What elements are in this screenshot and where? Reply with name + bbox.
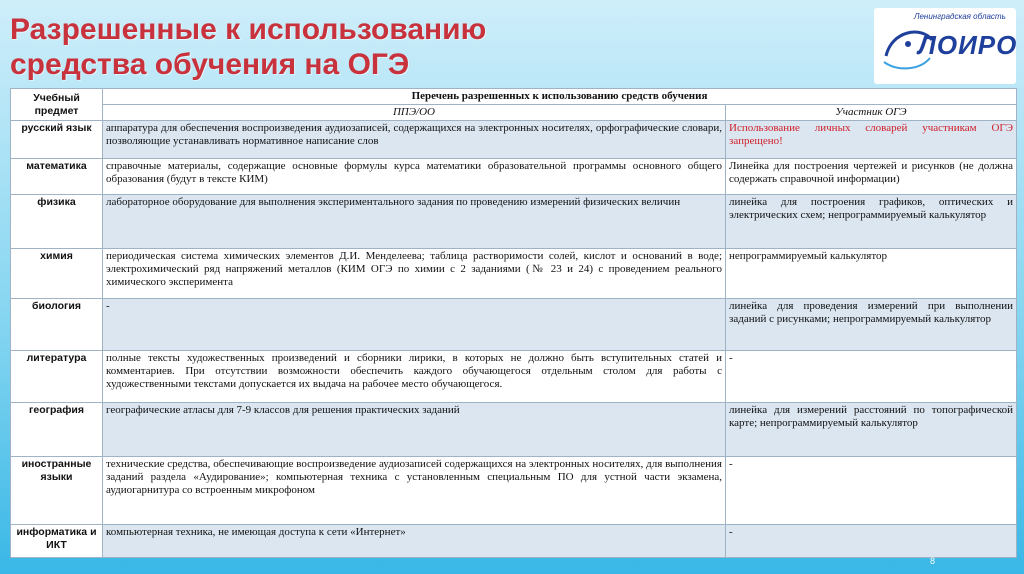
subject-cell: информатика и ИКТ (11, 525, 103, 558)
table-row (11, 403, 1017, 457)
ppe-cell: технические средства, обеспечивающие воспроизведение аудиозаписей содержащихся на электронных носителях, для выполнения заданий раздела «Аудирование»; компьютерная техника с установленным специальным ПО для устной части экзамена, аудиогарнитура со встроенным микрофоном (103, 457, 726, 525)
table-row (11, 159, 1017, 195)
allowed-materials-table (10, 88, 1017, 558)
table-row (11, 249, 1017, 299)
participant-cell: линейка для проведения измерений при выполнении заданий с рисунками; непрограммируемый калькулятор (726, 299, 1017, 351)
logo-region-text: Ленинградская область (914, 12, 1006, 21)
ppe-cell: полные тексты художественных произведений и сборники лирики, в которых не должно быть вступительных статей и комментариев. При отсутствии возможности обеспечить каждого обучающегося отдельным столом для работы с художественными текстами допускается их выдача на рабочее место обучающегося. (103, 351, 726, 403)
ppe-cell: лабораторное оборудование для выполнения экспериментального задания по проведению измерений физических величин (103, 195, 726, 249)
participant-cell: - (726, 525, 1017, 558)
table-row (11, 121, 1017, 159)
ppe-cell: компьютерная техника, не имеющая доступа к сети «Интернет» (103, 525, 726, 558)
subject-cell: химия (11, 249, 103, 299)
organization-logo (874, 8, 1016, 84)
slide-title (10, 12, 486, 82)
page-number: 8 (930, 556, 936, 566)
participant-cell: Использование личных словарей участникам ОГЭ запрещено! (726, 121, 1017, 159)
subject-cell: русский язык (11, 121, 103, 159)
slide-title-line1: Разрешенные к использованию (10, 13, 487, 46)
table-row (11, 525, 1017, 558)
slide-title-line2: средства обучения на ОГЭ (10, 48, 410, 81)
subject-cell: иностранные языки (11, 457, 103, 525)
table-row (11, 351, 1017, 403)
ppe-cell: аппаратура для обеспечения воспроизведения аудиозаписей, содержащихся на электронных носителях, орфографические словари, позволяющие устанавливать нормативное написание слов (103, 121, 726, 159)
ppe-cell: периодическая система химических элементов Д.И. Менделеева; таблица растворимости солей, кислот и оснований в воде; электрохимический ряд напряжений металлов (КИМ ОГЭ по химии с 2 заданиями (№ 23 и 24) с проведением реального химического эксперимента (103, 249, 726, 299)
ppe-cell: - (103, 299, 726, 351)
table-row (11, 195, 1017, 249)
participant-cell: - (726, 457, 1017, 525)
subject-cell: физика (11, 195, 103, 249)
ppe-cell: справочные материалы, содержащие основные формулы курса математики образовательной программы основного общего образования (будут в тексте КИМ) (103, 159, 726, 195)
table-row (11, 299, 1017, 351)
participant-cell: непрограммируемый калькулятор (726, 249, 1017, 299)
ppe-cell: географические атласы для 7-9 классов для решения практических заданий (103, 403, 726, 457)
header-list: Перечень разрешенных к использованию средств обучения (103, 89, 1017, 105)
participant-cell: - (726, 351, 1017, 403)
subject-cell: литература (11, 351, 103, 403)
logo-text: ЛОИРО (918, 30, 1018, 60)
subject-cell: география (11, 403, 103, 457)
header-ppe: ППЭ/ОО (103, 105, 726, 121)
participant-cell: линейка для построения графиков, оптических и электрических схем; непрограммируемый калькулятор (726, 195, 1017, 249)
participant-cell: Линейка для построения чертежей и рисунков (не должна содержать справочной информации) (726, 159, 1017, 195)
table-row (11, 457, 1017, 525)
header-subject: Учебный предмет (11, 89, 103, 121)
participant-cell: линейка для измерений расстояний по топографической карте; непрограммируемый калькулятор (726, 403, 1017, 457)
subject-cell: математика (11, 159, 103, 195)
header-participant: Участник ОГЭ (726, 105, 1017, 121)
subject-cell: биология (11, 299, 103, 351)
